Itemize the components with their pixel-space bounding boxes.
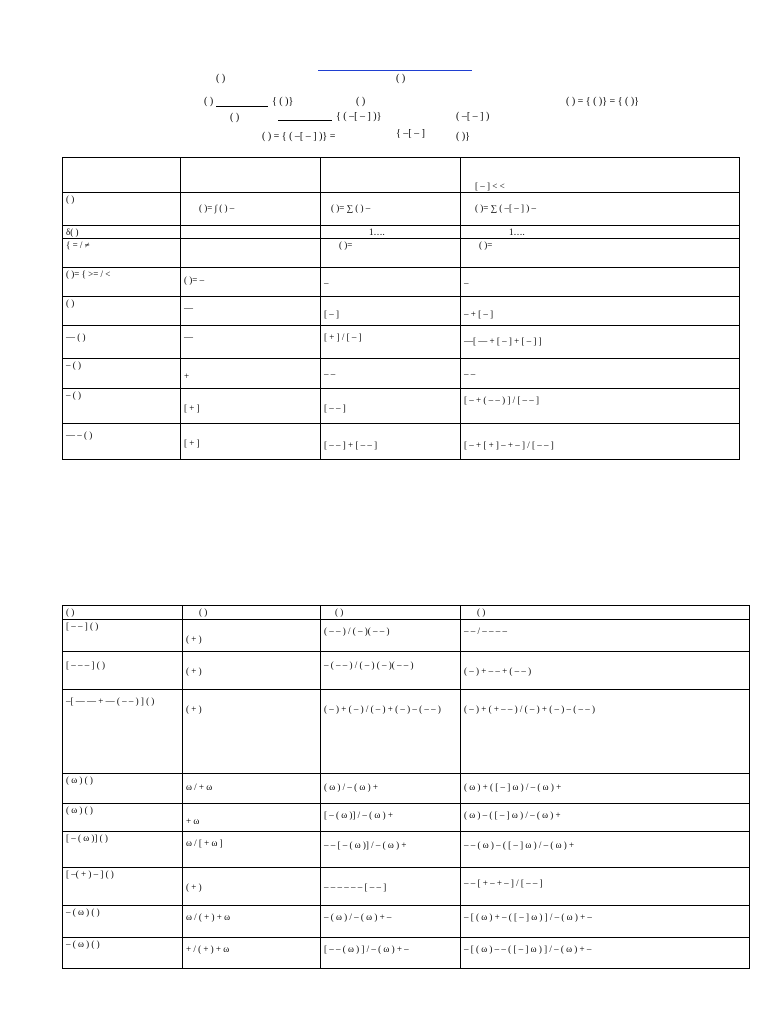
table1-header-cell: [ – ] < <	[461, 158, 740, 193]
table-cell: –	[461, 268, 740, 297]
header-text-1b: ( )	[396, 73, 406, 84]
table-cell: – ( ω ) ( )	[63, 906, 183, 938]
table-cell: ( + )	[183, 652, 321, 690]
table-cell: ( )= ∫ ( ) –	[181, 193, 321, 226]
table-cell: ( ω ) / – ( ω ) +	[321, 774, 461, 804]
table-cell: 1….	[461, 226, 740, 239]
table-cell: – + [ – ]	[461, 297, 740, 326]
header-text-3b: { ( –[ – ] )}	[336, 111, 382, 122]
table-cell: – [ ( ω ) + – ( [ – ] ω ) ] / – ( ω ) + –	[461, 906, 750, 938]
table-row	[63, 690, 750, 774]
table-cell: [ – + ( – – ) ] / [ – – ]	[461, 389, 740, 424]
table-row	[63, 297, 740, 326]
table-cell: [ – – – ] ( )	[63, 652, 183, 690]
table1-header-row	[63, 158, 740, 193]
table-cell: ω / + ω	[183, 774, 321, 804]
table-cell: – –	[321, 359, 461, 389]
table-cell: [ + ]	[181, 424, 321, 460]
table1-header-cell	[181, 158, 321, 193]
table-cell: ( + )	[183, 620, 321, 652]
table-cell: [ – – ]	[321, 389, 461, 424]
table-row	[63, 804, 750, 832]
header-text-2d: ( ) = { ( )} = { ( )}	[566, 96, 639, 107]
table-cell: [ – – ( ω ) ] / – ( ω ) + –	[321, 938, 461, 969]
table-cell: [ –( + ) – ] ( )	[63, 868, 183, 906]
table-cell: [ – – ] ( )	[63, 620, 183, 652]
table-cell: [ + ] / [ – ]	[321, 326, 461, 359]
table-cell: ( )= ∑ ( ) –	[321, 193, 461, 226]
table-row	[63, 832, 750, 868]
header-text-2a: ( )	[204, 96, 214, 107]
header-rule-2	[278, 120, 332, 121]
table-cell: ( – – ) / ( – )( – – )	[321, 620, 461, 652]
table-cell: ( ω ) ( )	[63, 804, 183, 832]
table-cell: ( )= ∑ ( –[ – ] ) –	[461, 193, 740, 226]
table1-header-cell	[63, 158, 181, 193]
header-link-underline[interactable]	[318, 70, 472, 71]
table-cell: 1….	[321, 226, 461, 239]
table-cell: [ – – ] + [ – – ]	[321, 424, 461, 460]
table-cell: + ω	[183, 804, 321, 832]
transform-table-1	[62, 157, 740, 460]
table-cell: – – / – – – –	[461, 620, 750, 652]
table-cell: –	[321, 268, 461, 297]
table-cell: ( ω ) ( )	[63, 774, 183, 804]
table-cell: – ( – – ) / ( – ) ( – )( – – )	[321, 652, 461, 690]
table-cell: +	[181, 359, 321, 389]
table-row	[63, 938, 750, 969]
table-cell: —[ — + [ – ] + [ – ] ]	[461, 326, 740, 359]
table-row	[63, 652, 750, 690]
table-cell: { = / ≠	[63, 239, 181, 268]
table-cell: ( ω ) + ( [ – ] ω ) / – ( ω ) +	[461, 774, 750, 804]
table-cell: ω / ( + ) + ω	[183, 906, 321, 938]
table2-header-cell: ( )	[63, 606, 183, 620]
table-cell: [ + ]	[181, 389, 321, 424]
table-cell: [ – ( ω )] ( )	[63, 832, 183, 868]
table-cell: ( )= { >= / <	[63, 268, 181, 297]
table2-header-cell: ( )	[321, 606, 461, 620]
table-row	[63, 326, 740, 359]
table-cell: ( ω ) – ( [ – ] ω ) / – ( ω ) +	[461, 804, 750, 832]
table-cell: – –	[461, 359, 740, 389]
table-row	[63, 620, 750, 652]
header-text-1a: ( )	[216, 73, 226, 84]
table-cell	[181, 239, 321, 268]
table-cell: – ( ω ) / – ( ω ) + –	[321, 906, 461, 938]
header-text-3c: ( –[ – ] )	[456, 111, 490, 122]
table-row	[63, 226, 740, 239]
table-cell: – – [ + – + – ] / [ – – ]	[461, 868, 750, 906]
table-row	[63, 424, 740, 460]
table-cell: ( – ) + – – + ( – – )	[461, 652, 750, 690]
table-cell: ( – ) + ( – ) / ( – ) + ( – ) – ( – – )	[321, 690, 461, 774]
table-cell: ( )= –	[181, 268, 321, 297]
table-row	[63, 193, 740, 226]
table-row	[63, 868, 750, 906]
table1-header-cell	[321, 158, 461, 193]
header-text-3a: ( )	[230, 112, 240, 123]
table-cell: – ( )	[63, 359, 181, 389]
table-row	[63, 359, 740, 389]
table-cell: –[ — — + — ( – – ) ] ( )	[63, 690, 183, 774]
header-text-4b: { –[ – ]	[396, 128, 425, 139]
table-cell: ( )	[63, 193, 181, 226]
table-cell: [ – + [ + ] – + – ] / [ – – ]	[461, 424, 740, 460]
transform-table-2	[62, 605, 750, 969]
table-cell: – [ ( ω ) – – ( [ – ] ω ) ] / – ( ω ) + –	[461, 938, 750, 969]
table-cell: – ( ω ) ( )	[63, 938, 183, 969]
table-cell: δ( )	[63, 226, 181, 239]
table-cell: ( )	[63, 297, 181, 326]
table-cell: ω / [ + ω ]	[183, 832, 321, 868]
header-text-4c: ( )}	[456, 131, 470, 142]
table-row	[63, 774, 750, 804]
header-text-4: ( ) = { ( –[ – ] )} =	[262, 131, 336, 142]
table-cell: [ – ( ω )] / – ( ω ) +	[321, 804, 461, 832]
table-cell: [ – ]	[321, 297, 461, 326]
table-row	[63, 239, 740, 268]
table-cell: ( – ) + ( + – – ) / ( – ) + ( – ) – ( – – )	[461, 690, 750, 774]
table-cell: ( + )	[183, 868, 321, 906]
header-text-2b: { ( )}	[272, 96, 294, 107]
table2-header-row	[63, 606, 750, 620]
header-text-2c: ( )	[356, 96, 366, 107]
table-cell: — ( )	[63, 326, 181, 359]
table-cell: – – ( ω ) – ( [ – ] ω ) / – ( ω ) +	[461, 832, 750, 868]
table-cell	[181, 226, 321, 239]
table-cell: — – ( )	[63, 424, 181, 460]
table-row	[63, 906, 750, 938]
table-cell: ( )=	[461, 239, 740, 268]
table2-header-cell: ( )	[183, 606, 321, 620]
table2-header-cell: ( )	[461, 606, 750, 620]
table-cell: – – [ – ( ω )] / – ( ω ) +	[321, 832, 461, 868]
table-cell: ( )=	[321, 239, 461, 268]
table-cell: + / ( + ) + ω	[183, 938, 321, 969]
table-cell: – ( )	[63, 389, 181, 424]
table-row	[63, 389, 740, 424]
table-cell: —	[181, 297, 321, 326]
table-cell: ( + )	[183, 690, 321, 774]
table-cell: – – – – – – [ – – ]	[321, 868, 461, 906]
table-cell: —	[181, 326, 321, 359]
header-rule-1	[216, 106, 268, 107]
table-row	[63, 268, 740, 297]
